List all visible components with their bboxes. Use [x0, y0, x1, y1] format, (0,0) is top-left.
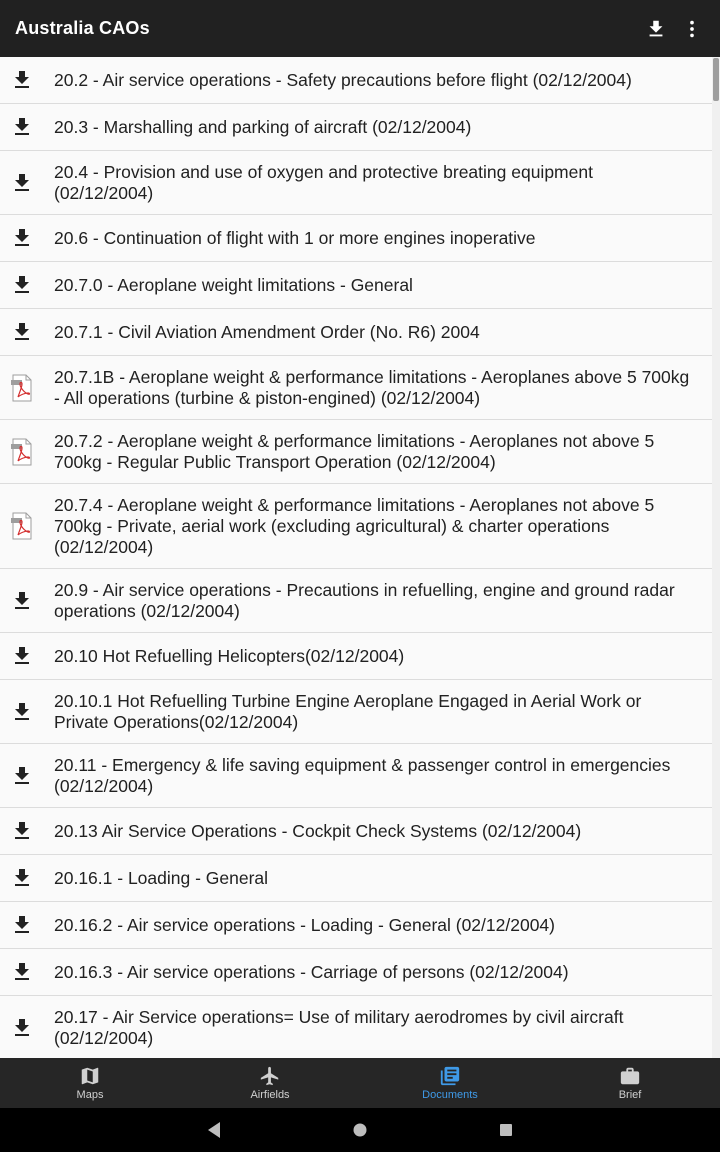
document-title: 20.10.1 Hot Refuelling Turbine Engine Aeroplane Engaged in Aerial Work or Private Operations(02/12/2004)	[54, 690, 642, 732]
list-item[interactable]	[0, 855, 712, 902]
list-item[interactable]	[0, 949, 712, 996]
map-icon	[79, 1065, 101, 1087]
list-item[interactable]	[0, 57, 712, 104]
list-item[interactable]	[0, 633, 712, 680]
download-icon[interactable]	[10, 273, 34, 297]
scrollbar-thumb[interactable]	[713, 58, 719, 101]
document-title: 20.7.1B - Aeroplane weight & performance limitations - Aeroplanes above 5 700kg - All operations (turbine & piston-engined) (02/12/2004)	[54, 366, 690, 408]
document-list[interactable]	[0, 57, 712, 1058]
tab-label: Maps	[76, 1089, 104, 1101]
download-icon[interactable]	[10, 1016, 34, 1040]
download-icon[interactable]	[10, 171, 34, 195]
document-title: 20.13 Air Service Operations - Cockpit Check Systems (02/12/2004)	[54, 820, 582, 841]
download-icon[interactable]	[10, 866, 34, 890]
documents-icon	[439, 1065, 461, 1087]
document-title: 20.9 - Air service operations - Precautions in refuelling, engine and ground radar operations (02/12/2004)	[54, 579, 675, 621]
list-item[interactable]	[0, 680, 712, 744]
download-icon[interactable]	[10, 320, 34, 344]
list-item[interactable]	[0, 996, 712, 1058]
system-navigation-bar	[0, 1108, 720, 1152]
home-circle-icon	[352, 1122, 368, 1138]
briefcase-icon	[619, 1065, 641, 1087]
download-icon[interactable]	[10, 115, 34, 139]
airplane-icon	[259, 1065, 281, 1087]
list-item[interactable]	[0, 484, 712, 569]
tab-airfields[interactable]	[180, 1058, 360, 1108]
document-title: 20.4 - Provision and use of oxygen and protective breating equipment (02/12/2004)	[54, 161, 593, 203]
tab-documents[interactable]	[360, 1058, 540, 1108]
document-title: 20.3 - Marshalling and parking of aircraft (02/12/2004)	[54, 116, 472, 137]
download-icon[interactable]	[10, 644, 34, 668]
list-item[interactable]	[0, 569, 712, 633]
download-icon	[645, 18, 667, 40]
download-icon[interactable]	[10, 700, 34, 724]
download-icon[interactable]	[10, 68, 34, 92]
list-item[interactable]	[0, 215, 712, 262]
tab-brief[interactable]	[540, 1058, 720, 1108]
document-title: 20.7.0 - Aeroplane weight limitations - General	[54, 274, 413, 295]
recents-square-icon	[498, 1122, 514, 1138]
document-title: 20.11 - Emergency & life saving equipment & passenger control in emergencies (02/12/2004)	[54, 754, 671, 796]
overflow-menu-button[interactable]	[674, 11, 710, 47]
document-title: 20.16.1 - Loading - General	[54, 867, 269, 888]
list-item[interactable]	[0, 151, 712, 215]
app-bar	[0, 0, 720, 57]
recents-button[interactable]	[433, 1122, 579, 1138]
document-title: 20.17 - Air Service operations= Use of military aerodromes by civil aircraft (02/12/2004)	[54, 1006, 624, 1048]
tab-label: Airfields	[250, 1089, 290, 1101]
download-icon[interactable]	[10, 913, 34, 937]
list-item[interactable]	[0, 104, 712, 151]
document-title: 20.7.4 - Aeroplane weight & performance limitations - Aeroplanes not above 5 700kg - Private, aerial work (excluding agricultural) & charter operations (02/12/2004)	[54, 494, 655, 557]
document-title: 20.10 Hot Refuelling Helicopters(02/12/2004)	[54, 645, 405, 666]
list-item[interactable]	[0, 808, 712, 855]
document-title: 20.2 - Air service operations - Safety precautions before flight (02/12/2004)	[54, 69, 632, 90]
document-title: 20.7.2 - Aeroplane weight & performance limitations - Aeroplanes not above 5 700kg - Regular Public Transport Operation (02/12/2004)	[54, 430, 655, 472]
list-item[interactable]	[0, 744, 712, 808]
tab-label: Documents	[422, 1089, 478, 1101]
home-button[interactable]	[287, 1122, 433, 1138]
download-icon[interactable]	[10, 589, 34, 613]
document-title: 20.6 - Continuation of flight with 1 or more engines inoperative	[54, 227, 536, 248]
tab-label: Brief	[618, 1089, 642, 1101]
more-vert-icon	[681, 18, 703, 40]
tab-maps[interactable]	[0, 1058, 180, 1108]
download-icon[interactable]	[10, 226, 34, 250]
list-item[interactable]	[0, 356, 712, 420]
list-item[interactable]	[0, 309, 712, 356]
download-icon[interactable]	[10, 960, 34, 984]
document-title: 20.16.3 - Air service operations - Carriage of persons (02/12/2004)	[54, 961, 569, 982]
list-item[interactable]	[0, 262, 712, 309]
pdf-icon[interactable]	[10, 512, 34, 540]
back-triangle-icon	[206, 1121, 222, 1139]
download-icon[interactable]	[10, 764, 34, 788]
list-item[interactable]	[0, 902, 712, 949]
document-title: 20.16.2 - Air service operations - Loading - General (02/12/2004)	[54, 914, 555, 935]
pdf-icon[interactable]	[10, 438, 34, 466]
scrollbar-track[interactable]	[712, 57, 720, 1058]
download-all-button[interactable]	[638, 11, 674, 47]
pdf-icon[interactable]	[10, 374, 34, 402]
bottom-navigation	[0, 1058, 720, 1108]
back-button[interactable]	[141, 1121, 287, 1139]
download-icon[interactable]	[10, 819, 34, 843]
page-title: Australia CAOs	[15, 18, 150, 38]
document-title: 20.7.1 - Civil Aviation Amendment Order (No. R6) 2004	[54, 321, 480, 342]
list-item[interactable]	[0, 420, 712, 484]
